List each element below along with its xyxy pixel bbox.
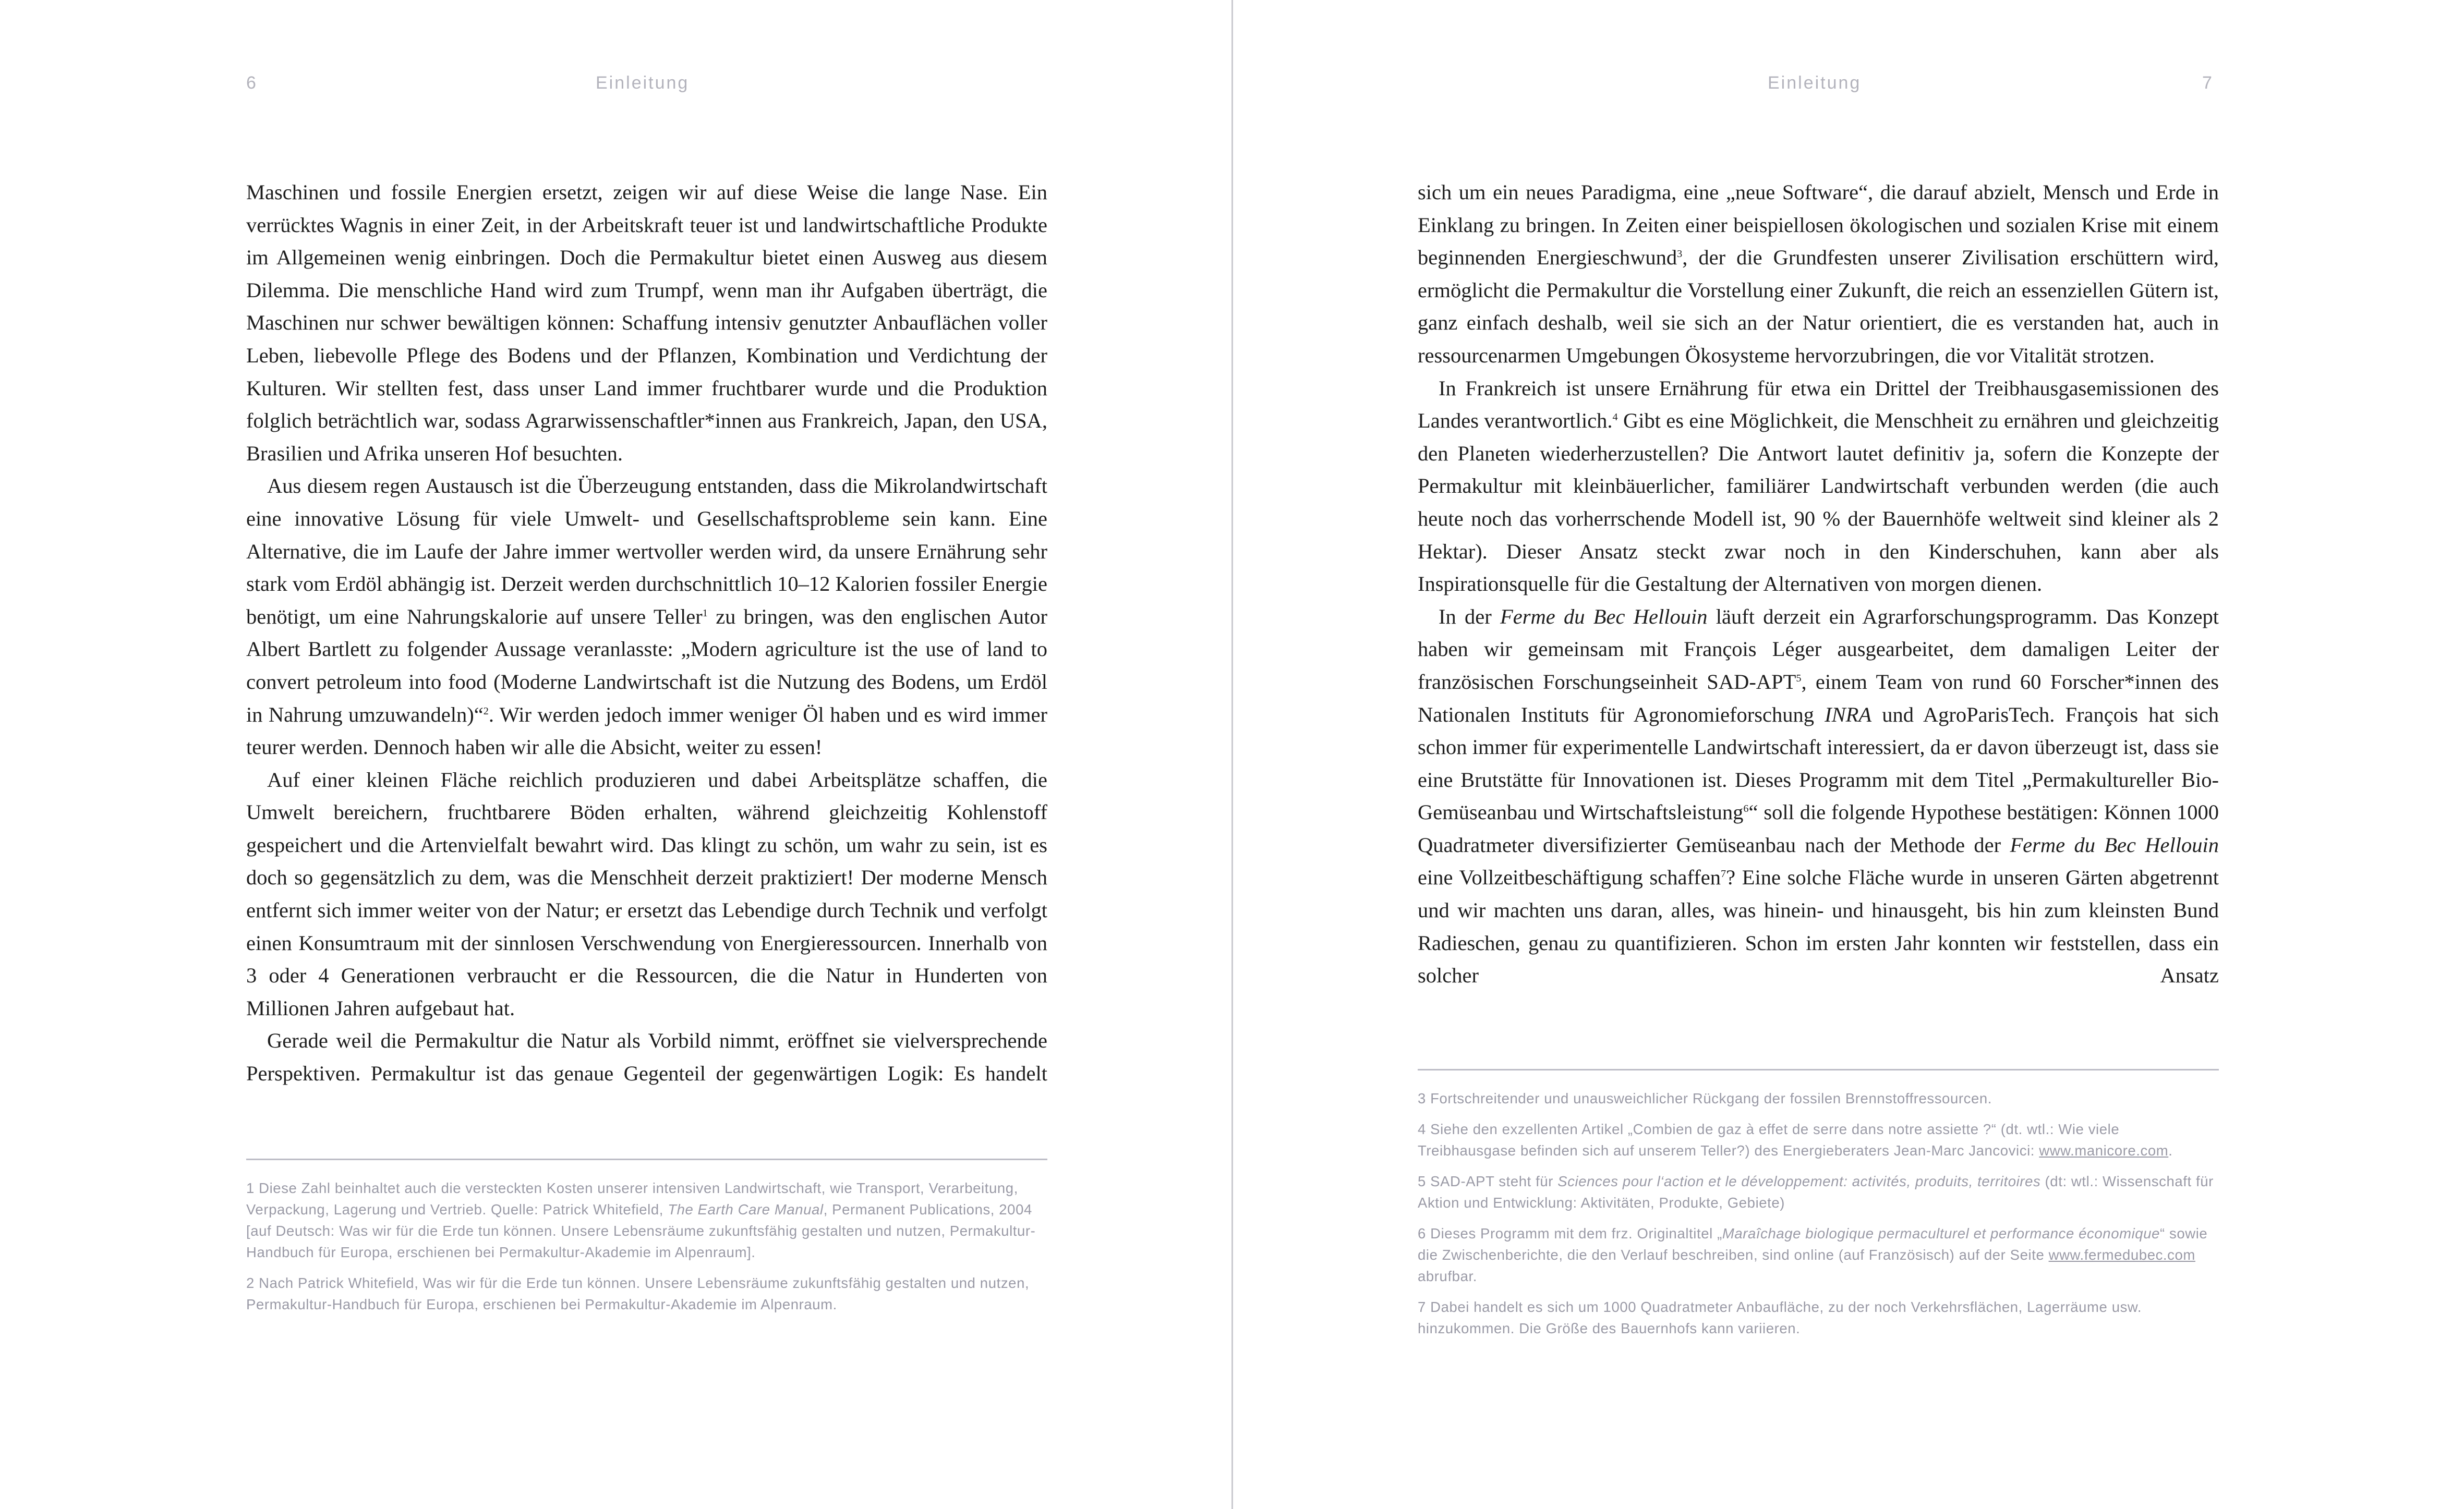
paragraph [246,176,1047,470]
paragraph [1418,601,2219,992]
paragraph [1418,176,2219,372]
text-run: , Permanent Publications, 2004 [auf Deutsch: Was wir für die Erde tun können. Unsere Lebensräume zukunftsfähig gestalten und nutzen, Permakultur-Handbuch für Europa, erschienen bei Permakultur-Akademie im Alpenraum]. [246,1201,1036,1260]
body-text [246,176,1047,1090]
text-run: 4 Siehe den exzellenten Artikel „Combien de gaz à effet de serre dans notre assiette ?“ (dt. wtl.: Wie viele Treibhausgase befinden sich auf unserem Teller?) des Energieberaters Jean-Marc Jancovici: [1418,1121,2120,1159]
text-run: läuft derzeit ein Agrarforschungsprogramm. Das Konzept haben wir gemeinsam mit François Léger ausgearbeitet, dem damaligen Leiter der französischen Forschungseinheit SAD-APT [1418,604,2219,693]
paragraph [1418,372,2219,601]
footnote-divider [1418,1069,2219,1070]
text-run: abrufbar. [1418,1268,1477,1284]
right-page [1232,0,2464,1509]
page-number: 6 [246,73,258,93]
italic-text: Ferme du Bec Hellouin [2010,833,2219,857]
link[interactable]: www.manicore.com [2039,1142,2169,1159]
italic-text: Sciences pour l‘action et le développement: activités, produits, territoires [1557,1173,2041,1189]
footnote-marker: 1 [702,607,708,619]
text-run: 3 Fortschreitender und unausweichlicher Rückgang der fossilen Brennstoffressourcen. [1418,1090,1992,1106]
paragraph [246,1025,1047,1090]
footnotes [246,1177,1049,1324]
paragraph [246,764,1047,1025]
footnote [246,1272,1049,1315]
footnotes [1418,1088,2221,1348]
footnote [246,1177,1049,1263]
text-run: und AgroParisTech. François hat sich schon immer für experimentelle Landwirtschaft interessiert, da er davon überzeugt ist, dass sie eine Brutstätte für Innovationen ist. Dieses Programm mit dem Titel „Permakultureller Bio-Gemüseanbau und Wirtschaftsleistung [1418,702,2219,824]
footnote [1418,1118,2221,1161]
body-text [1418,176,2219,992]
running-head: Einleitung [596,73,690,93]
footnote [1418,1171,2221,1213]
footnote-marker: 2 [483,705,489,717]
footnote-marker: 6 [1743,803,1749,815]
text-run: eine Vollzeitbeschäftigung schaffen [1418,866,1721,890]
text-run: , der die Grundfesten unserer Zivilisation erschüttern wird, ermöglicht die Permakultur die Vorstellung einer Zukunft, die reich an essenziellen Gütern ist, ganz einfach deshalb, weil sie sich an der Natur orientiert, die es verstanden hat, auch in ressourcenarmen Umgebungen Ökosysteme hervorzubringen, die vor Vitalität strotzen. [1418,246,2219,367]
footnote [1418,1223,2221,1287]
text-run: zu bringen, was den englischen Autor Albert Bartlett zu folgender Aussage veranlasste: „Modern agriculture ist the use of land to convert petroleum into food (Moderne Landwirtschaft ist die Nutzung des Bodens, um Erdöl in Nahrung umzuwandeln)“ [246,604,1047,726]
text-run: Gibt es eine Möglichkeit, die Menschheit zu ernähren und gleichzeitig den Planeten wiederherzustellen? Die Antwort lautet definitiv ja, sofern die Konzepte der Permakultur mit kleinbäuerlicher, familiärer Landwirtschaft verbunden werden (die auch heute noch das vorherrschende Modell ist, 90 % der Bauernhöfe weltweit sind kleiner als 2 Hektar). Dieser Ansatz steckt zwar noch in den Kinderschuhen, kann aber als Inspirationsquelle für die Gestaltung der Alternativen von morgen dienen. [1418,409,2219,596]
text-run: sich um ein neues Paradigma, eine „neue Software“, die darauf abzielt, Mensch und Erde in Einklang zu bringen. In Zeiten einer beispiellosen ökologischen und sozialen Krise mit einem beginnenden Energieschwund [1418,180,2219,270]
text-run: “ sowie die Zwischenberichte, die den Verlauf beschreiben, sind online (auf Französisch) auf der Seite [1418,1225,2208,1263]
text-run: In der [1439,604,1501,628]
italic-text: Ferme du Bec Hellouin [1500,604,1708,628]
footnote [1418,1296,2221,1339]
text-run: Auf einer kleinen Fläche reichlich produzieren und dabei Arbeitsplätze schaffen, die Umwelt bereichern, fruchtbarere Böden erhalten, während gleichzeitig Kohlenstoff gespeichert und die Artenvielfalt bewahrt wird. Das klingt zu schön, um wahr zu sein, ist es doch so gegensätzlich zu dem, was die Menschheit derzeit praktiziert! Der moderne Mensch entfernt sich immer weiter von der Natur; er ersetzt das Lebendige durch Technik und verfolgt einen Konsumtraum mit der sinnlosen Verschwendung von Energieressourcen. Innerhalb von 3 oder 4 Generationen verbraucht er die Ressourcen, die die Natur in Hunderten von Millionen Jahren aufgebaut hat. [246,768,1047,1020]
text-run: . [2168,1142,2173,1159]
text-run: 5 SAD-APT steht für [1418,1173,1558,1189]
text-run: Gerade weil die Permakultur die Natur als Vorbild nimmt, eröffnet sie vielversprechende Perspektiven. Permakultur ist das genaue Gegenteil der gegenwärtigen Logik: Es handelt [246,1029,1047,1086]
text-run: 1 Diese Zahl beinhaltet auch die versteckten Kosten unserer intensiven Landwirtschaft, wie Transport, Verarbeitung, Verpackung, Lagerung und Vertrieb. Quelle: Patrick Whitefield, [246,1180,1018,1218]
running-head: Einleitung [1768,73,1862,93]
text-run: In Frankreich ist unsere Ernährung für etwa ein Drittel der Treibhausgasemissionen des Landes verantwortlich. [1418,376,2219,433]
text-run: Maschinen und fossile Energien ersetzt, zeigen wir auf diese Weise die lange Nase. Ein verrücktes Wagnis in einer Zeit, in der Arbeitskraft teuer ist und landwirtschaftliche Produkte im Allgemeinen wenig einbringen. Doch die Permakultur bietet einen Ausweg aus diesem Dilemma. Die menschliche Hand wird zum Trumpf, wenn man ihr Aufgaben überträgt, die Maschinen nur schwer bewältigen können: Schaffung intensiv genutzter Anbauflächen voller Leben, liebevolle Pflege des Bodens und der Pflanzen, Kombination und Verdichtung der Kulturen. Wir stellten fest, dass unser Land immer fruchtbarer wurde und die Produktion folglich beträchtlich war, sodass Agrarwissenschaftler*innen aus Frankreich, Japan, den USA, Brasilien und Afrika unseren Hof besuchten. [246,180,1047,465]
text-run: (dt: wtl.: Wissenschaft für Aktion und Entwicklung: Aktivitäten, Produkte, Gebiete) [1418,1173,2214,1211]
page-number: 7 [2202,73,2214,93]
italic-text: INRA [1825,702,1872,726]
text-run: ? Eine solche Fläche wurde in unseren Gärten abgetrennt und wir machten uns daran, alles, was hinein- und hinausgeht, bis hin zum kleinsten Bund Radieschen, genau zu quantifizieren. Schon im ersten Jahr konnten wir feststellen, dass ein solcher Ansatz [1418,866,2219,988]
footnote-marker: 5 [1796,672,1802,684]
text-run: 2 Nach Patrick Whitefield, Was wir für die Erde tun können. Unsere Lebensräume zukunftsfähig gestalten und nutzen, Permakultur-Handbuch für Europa, erschienen bei Permakultur-Akademie im Alpenraum. [246,1275,1030,1312]
text-run: “ soll die folgende Hypothese bestätigen: Können 1000 Quadratmeter diversifizierter Gemüseanbau nach der Methode der [1418,800,2219,857]
italic-text: The Earth Care Manual [668,1201,824,1218]
footnote-marker: 3 [1677,248,1683,260]
footnote-marker: 4 [1612,411,1618,423]
text-run: Aus diesem regen Austausch ist die Überzeugung entstanden, dass die Mikrolandwirtschaft eine innovative Lösung für viele Umwelt- und Gesellschaftsprobleme sein kann. Eine Alternative, die im Laufe der Jahre immer wertvoller werden wird, da unsere Ernährung sehr stark vom Erdöl abhängig ist. Derzeit werden durchschnittlich 10–12 Kalorien fossiler Energie benötigt, um eine Nahrungskalorie auf unsere Teller [246,474,1047,628]
footnote-divider [246,1159,1047,1160]
text-run: . Wir werden jedoch immer weniger Öl haben und es wird immer teurer werden. Dennoch haben wir alle die Absicht, weiter zu essen! [246,702,1047,759]
italic-text: Maraîchage biologique permaculturel et performance économique [1722,1225,2160,1242]
footnote-marker: 7 [1720,868,1726,880]
footnote [1418,1088,2221,1109]
text-run: 6 Dieses Programm mit dem frz. Originaltitel „ [1418,1225,1722,1242]
text-run: 7 Dabei handelt es sich um 1000 Quadratmeter Anbaufläche, zu der noch Verkehrsflächen, Lagerräume usw. hinzukommen. Die Größe des Bauernhofs kann variieren. [1418,1299,2142,1336]
link[interactable]: www.fermedubec.com [2048,1247,2195,1263]
text-run: , einem Team von rund 60 Forscher*innen des Nationalen Instituts für Agronomieforschung [1418,670,2219,726]
paragraph [246,470,1047,763]
